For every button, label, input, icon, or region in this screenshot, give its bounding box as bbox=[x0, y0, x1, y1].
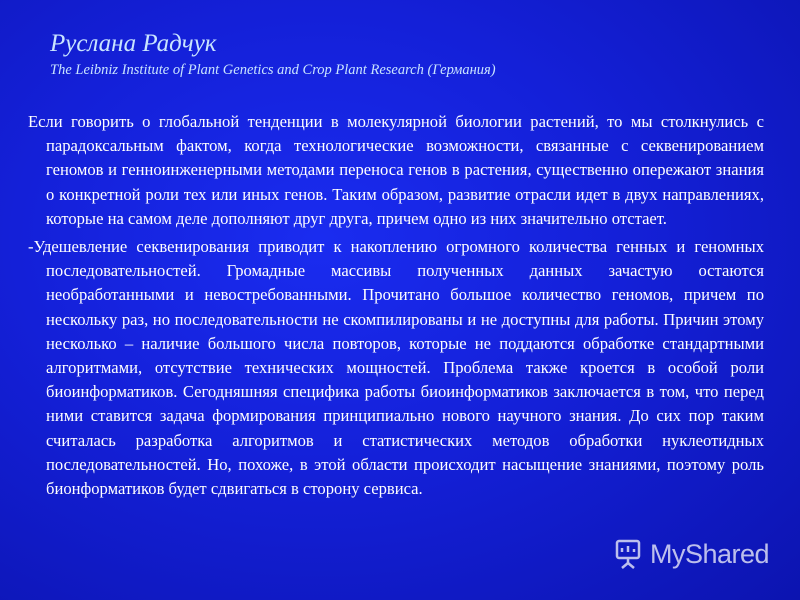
author-name: Руслана Радчук bbox=[50, 30, 217, 57]
paragraph-sequencing: -Удешевление секвенирования приводит к накоплению огромного количества генных и геномных последовательностей. Громадные массивы полученных данных зачастую остаются необработанными и невостребованными. Прочитано большое количество геномов, причем по нескольку раз, но последовательности не скомпилированы и не доступны для работы. Причин этому несколько – наличие большого числа повторов, которые не поддаются обработке стандартными алгоритмами, отсутствие технических мощностей. Проблема также кроется в особой роли биоинформатиков. Сегодняшняя специфика работы биоинформатиков заключается в том, что перед ними ставится задача формирования принципиально нового научного знания. До сих пор таким считалась разработка алгоритмов и статистических методов обработки нуклеотидных последовательностей. Но, похоже, в этой области происходит насыщение знаниями, поэтому роль бионформатиков будет сдвигаться в сторону сервиса. bbox=[28, 237, 764, 499]
watermark-text: MyShared bbox=[650, 538, 770, 569]
myshared-watermark bbox=[612, 532, 792, 576]
paragraph-intro: Если говорить о глобальной тенденции в молекулярной биологии растений, то мы столкнулись с парадоксальным фактом, когда технологические возможности, связанные с секвенированием геномов и генноинженерными методами переноса генов в растения, существенно опережают знания о конкретной роли тех или иных генов. Таким образом, развитие отрасли идет в двух направлениях, которые на самом деле дополняют друг друга, причем одно из них значительно отстает. bbox=[28, 112, 764, 228]
presentation-board-icon bbox=[612, 538, 644, 570]
author-affiliation: The Leibniz Institute of Plant Genetics and Crop Plant Research (Германия) bbox=[50, 62, 496, 78]
slide-body bbox=[28, 110, 764, 505]
